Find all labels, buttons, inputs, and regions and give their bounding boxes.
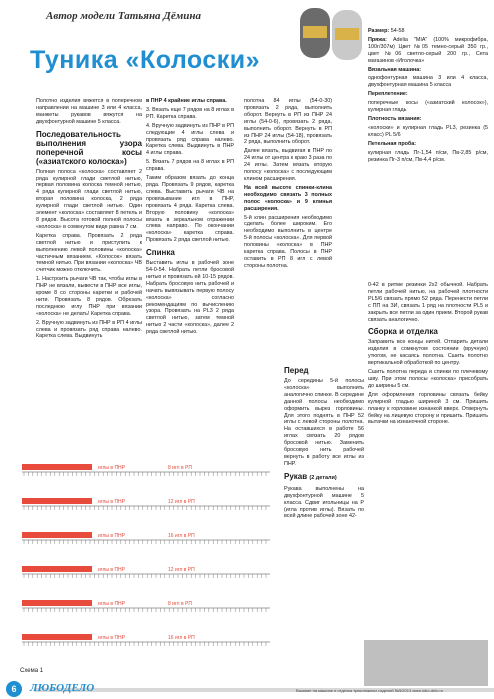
paragraph: 1. Настроить рычаги ЧВ так, чтобы иглы в ПНР не вязали, вывести в ПНР все иглы, кроме 8 со стороны каретки и рабочей нити. Провязать 8 рядов. Обрезать последнюю иглу ПНР при вязании «колоска» не делать! Каретка справа. <box>36 276 142 317</box>
footer-note: Вязание на машине и отделка трикотажных изделий №5/2013 www.lubo-delo.ru <box>296 688 443 693</box>
paragraph: До середины 5-й полосы «колоска» выполнить аналогично спинке. В середине данной полосы необходимо оформить вырез горловины. Для этого поднять в ПНР 52 иглы с левой стороны полотна. На оставшихся в работе 56 иглах связать 20 рядов бросовой нитью. Заменить бросовую нить рабочей вернуть в работу все иглы из ПНР. <box>284 378 364 467</box>
paragraph: Таким образом вязать до конца ряда. Провязать 9 рядов, каретка слева. Выставить рычаги ЧВ на провязывание игл в ПНР, провязать 4 ряда. Каретка слева. Вторую половину «колоска» вязать в зеркальном отражении слева направо. По окончании «колоска» каретка справа. Провязать 2 ряда светлой нитью. <box>146 175 234 244</box>
section-heading-front: Перед <box>284 366 309 375</box>
scheme-pnr-bar <box>22 634 92 640</box>
section-heading-back: Спинка <box>146 248 175 258</box>
scheme-pnr-bar <box>22 498 92 504</box>
scheme-label: Схема 1 <box>20 668 44 674</box>
scheme-left-label: иглы в ПНР <box>98 567 125 573</box>
probe-label: Петельная проба: <box>368 140 417 147</box>
sleeve-title: Рукав <box>284 471 308 481</box>
paragraph: Далее вязать, выдвигая в ПНР по 24 иглы от центра к краю 3 раза по 24 иглы. Затем вязать вторую полосу «колоска» с последующим клином расширения. <box>244 148 332 182</box>
scheme-right-label: 16 игл в РП <box>168 635 195 641</box>
scheme-right-label: 12 игл в РП <box>168 499 195 505</box>
column-1 <box>36 98 142 342</box>
knitting-scheme <box>8 452 280 678</box>
scheme-pnr-bar <box>22 600 92 606</box>
magazine-logo: ЛЮБОДЕЛО <box>30 682 95 694</box>
paragraph: Полная полоса «колоска» составляет 2 ряда кулирной глади светлой нитью, первая половина колоска темной нитью, 4 ряда кулирной глади светлой нитью, вторая половина колоска, 2 ряда кулирной глади светлой нитью. Один элемент «колоска» составляет 8 петель и 8 рядов. Высота готовой полной полосы «колоска» в сомкнутом виде равна 7 см. <box>36 168 142 230</box>
paragraph: 4. Вручную задвинуть из ПНР в РП следующие 4 иглы слева и провязать ряд справа налево. Каретка слева. Выдвинуть в ПНР 4 иглы справа. <box>146 122 234 157</box>
scheme-pnr-bar <box>22 464 92 470</box>
scheme-pnr-bar <box>22 566 92 572</box>
density-value: «колоски» и кулирная гладь PL3, резинка (5 класс) PL 5/6 <box>368 124 488 138</box>
paragraph: полотна 84 иглы (54-0-30) провязать 2 ряда, выполнить оборот. Вернуть в РП из ПНР 24 иглы (54-0-6), провязать 2 ряда, выполнить оборот. Вернуть в РП из ПНР 24 иглы (54-18), провязать 2 ряда, выполнить оборот. <box>244 98 332 146</box>
machine-photo <box>364 640 488 686</box>
column-2 <box>146 98 234 338</box>
scheme-pnr-bar <box>22 532 92 538</box>
paragraph: Для оформления горловины связать бейку кулирной гладью шириной 3 см. Пришить планку к горловине изнанкой вверх. Отвернуть бейку на лицевую сторону и пришить. Пришить вытачки на изнаночной стороне. <box>368 391 488 426</box>
scheme-right-label: 16 игл в РП <box>168 533 195 539</box>
yarn-label: Пряжа: <box>368 36 387 43</box>
machine-label: Вязальная машина: <box>368 66 422 73</box>
scheme-right-label: 8 игл в РП <box>168 465 192 471</box>
paragraph: Выставить иглы в рабочей зоне 54-0-54. Набрать петли бросовой нитью и провязать ей 10-15 рядов. Набрать бросовую нить рабочей и начать вывязывать первую полосу «колоска» согласно рекомендациям по вычислению узора. Провязать на PL3 2 ряда светлой нитью, затем темной нитью 2 части «колоска», далее 2 ряда светлой нитью. <box>146 260 234 336</box>
pattern-label: Переплетение: <box>368 91 408 98</box>
author-line: Автор модели Татьяна Дёмина <box>46 10 201 22</box>
section-heading-pattern: Последовательность выполнения узора поперечной косы («азиатского колоска») <box>36 129 142 166</box>
sizes-value: 54-58 <box>390 28 405 34</box>
probe-value: кулирная гладь Пг-1,54 п/см, Пв-2,85 р/см, резинка Пг-3 п/см, Пв-4,4 р/см. <box>368 149 488 163</box>
sleeve-subtitle: (2 детали) <box>309 474 337 481</box>
column-4b <box>368 282 488 428</box>
paragraph: 2. Вручную задвинуть из ПНР в РП 4 иглы слева и провязать ряд справа налево. Каретка слева. Выдвинуть <box>36 319 142 340</box>
machine-value: однофонтурная машина 3 или 4 класса, двухфонтурная машина 5 класса <box>368 75 488 89</box>
scheme-left-label: иглы в ПНР <box>98 465 125 471</box>
paragraph: На всей высоте спинки-клина необходимо связать 3 полных полос «колоска» и 9 клинья расширения. <box>244 184 332 212</box>
paragraph: в ПНР 4 крайние иглы справа. <box>146 98 227 104</box>
page-number: 6 <box>6 681 22 697</box>
sizes-label: Размер: <box>368 28 390 34</box>
scheme-left-label: иглы в ПНР <box>98 635 125 641</box>
paragraph: 5-й клин расширения необходимо сделать более широким. Его необходимо выполнить в центре 5-й полосы «колоска». Для первой половины «колоска» в ПНР каретка справа. Полосы в ПНР оставить в РП 8 игл с левой стороны полотна. <box>244 214 332 269</box>
scheme-right-label: 12 игл в РП <box>168 567 195 573</box>
paragraph: 3. Вязать еще 7 рядов на 8 иглах в РП. Каретка справа. <box>146 106 234 120</box>
yarn-photo <box>298 4 368 66</box>
column-3b <box>284 362 364 522</box>
scheme-left-label: иглы в ПНР <box>98 499 125 505</box>
intro-paragraph: Полотно изделия вяжется в поперечном направлении на машине 3 или 4 класса, манжеты рукавов вяжутся на двухфонтурной машине 5 класса. <box>36 98 142 125</box>
pattern-value: поперечные косы («азиатский колосок»), кулирная гладь <box>368 100 488 114</box>
paragraph: 5. Вязать 7 рядов на 8 иглах в РП справа. <box>146 159 234 173</box>
column-4 <box>368 28 488 165</box>
paragraph: 0-42 в ритме резинки 2x2 обычной. Набрать петли рабочей нитью, на рабочей плотности PL5/6 связать прямо 52 ряда. Перенести петли с ПП на ЗИ, связать 1 ряд на плотности PL5 и закрыть все петли за один прием. Второй рукав связать аналогично. <box>368 282 488 323</box>
scheme-right-label: 8 игл в РП <box>168 601 192 607</box>
paragraph: Каретка справа. Провязать 2 ряда светлой нитью и приступить к выполнению левой половины «колоска» частичным вязанием. «Колосок» вязать темной нитью. При вязании «колоска» ЧВ счетчик можно отключить. <box>36 232 142 274</box>
density-label: Плотность вязания: <box>368 115 422 122</box>
scheme-left-label: иглы в ПНР <box>98 533 125 539</box>
section-heading-sleeve <box>284 472 364 483</box>
paragraph: Заправить все концы нитей. Отпарить детали изделия в сомкнутом состоянии (вручную) утюгом, не касаясь полотна. Сшить полотно вертикальной обработкой по центру. <box>368 339 488 367</box>
column-3 <box>244 98 332 272</box>
paragraph: Рукава выполнены на двухфонтурной машине 5 класса. Сдвиг игольницы на Р (игла против иглы). Вязать по всей длине рабочей зоне 42- <box>284 485 364 520</box>
paragraph: Сшить полотна переда и спинки по плечевому шву. При этом полосы «колоска» присобрать до ширины 5 см. <box>368 369 488 389</box>
scheme-left-label: иглы в ПНР <box>98 601 125 607</box>
section-heading-assembly: Сборка и отделка <box>368 327 438 337</box>
page-title: Туника «Колоски» <box>30 46 261 74</box>
yarn-value: Adelia "MIA" (100% микрофибра, 100г/307м) Цвет №05 темно-серый 350 гр., цвет №06 светло-серый 200 гр., Сета магазинов «Иголочка» <box>368 36 488 64</box>
